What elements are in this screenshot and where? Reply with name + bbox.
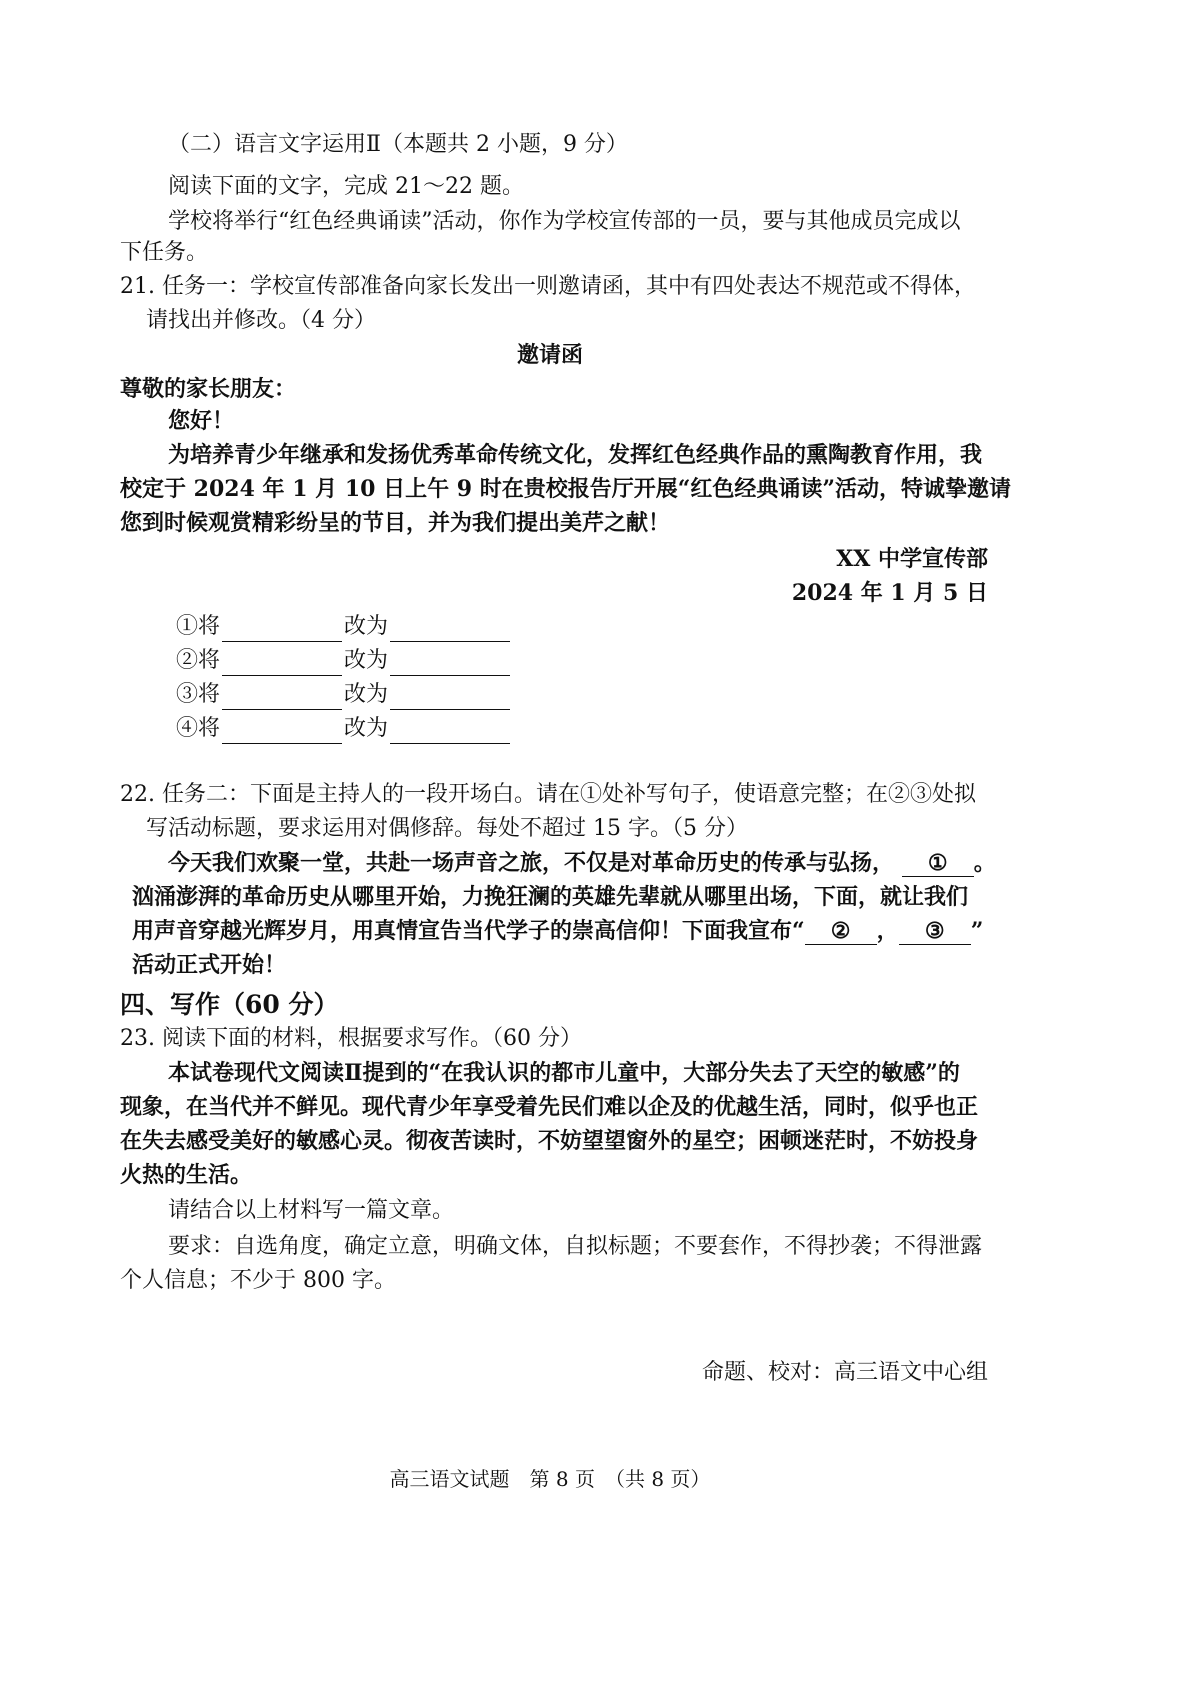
context-line-1: 学校将举行“红色经典诵读”活动，你作为学校宣传部的一员，要与其他成员完成以 [168, 209, 961, 234]
speech-blank-3[interactable]: ③ [899, 918, 971, 945]
speech-text: 用声音穿越光辉岁月，用真情宣告当代学子的崇高信仰！下面我宣布“ [132, 918, 805, 944]
answer-label: ③将 [176, 682, 221, 707]
writing-instruction: 请结合以上材料写一篇文章。 [168, 1198, 455, 1223]
q22-stem-line-2: 写活动标题，要求运用对偶修辞。每处不超过 15 字。（5 分） [146, 816, 748, 841]
answer-change-label: 改为 [344, 682, 389, 707]
answer-blank-revised[interactable] [390, 617, 510, 642]
context-line-2: 下任务。 [120, 240, 209, 265]
letter-date: 2024 年 1 月 5 日 [791, 580, 988, 606]
q22-stem-line-1: 22. 任务二：下面是主持人的一段开场白。请在①处补写句子，使语意完整；在②③处拟 [120, 782, 976, 807]
q23-stem: 23. 阅读下面的材料，根据要求写作。（60 分） [120, 1026, 582, 1051]
letter-body-line-3: 您到时候观赏精彩纷呈的节目，并为我们提出美芹之献！ [120, 510, 671, 536]
answer-change-label: 改为 [344, 648, 389, 673]
answer-row [176, 680, 512, 710]
q21-stem-line-1: 21. 任务一：学校宣传部准备向家长发出一则邀请函，其中有四处表达不规范或不得体， [120, 274, 976, 299]
section-intro: 阅读下面的文字，完成 21～22 题。 [168, 174, 524, 199]
answer-change-label: 改为 [344, 716, 389, 741]
answer-blank-revised[interactable] [390, 719, 510, 744]
answer-blank-original[interactable] [222, 617, 342, 642]
credit-line: 命题、校对：高三语文中心组 [701, 1360, 988, 1385]
answer-blank-original[interactable] [222, 719, 342, 744]
speech-blank-2[interactable]: ② [805, 918, 877, 945]
q21-stem-line-2: 请找出并修改。（4 分） [146, 308, 376, 333]
page-footer: 高三语文试题 第 8 页 （共 8 页） [389, 1467, 711, 1491]
section-heading: （二）语言文字运用Ⅱ（本题共 2 小题，9 分） [168, 132, 628, 157]
answer-label: ②将 [176, 648, 221, 673]
requirements-line-1: 要求：自选角度，确定立意，明确文体，自拟标题；不要套作，不得抄袭；不得泄露 [168, 1234, 983, 1259]
material-line-2: 现象，在当代并不鲜见。现代青少年享受着先民们难以企及的优越生活，同时，似乎也正 [120, 1094, 979, 1120]
answer-row [176, 714, 512, 744]
answer-row [176, 612, 512, 642]
answer-change-label: 改为 [344, 614, 389, 639]
letter-body-line-2: 校定于 2024 年 1 月 10 日上午 9 时在贵校报告厅开展“红色经典诵读”活动，特诚挚邀请 [120, 476, 1012, 502]
speech-comma: ， [876, 918, 899, 944]
answer-row [176, 646, 512, 676]
speech-period: 。 [973, 850, 996, 876]
material-line-3: 在失去感受美好的敏感心灵。彻夜苦读时，不妨望望窗外的星空；困顿迷茫时，不妨投身 [120, 1128, 979, 1154]
answer-blank-original[interactable] [222, 651, 342, 676]
speech-blank-1[interactable]: ① [902, 850, 974, 877]
speech-line-1 [168, 848, 996, 878]
letter-salutation: 尊敬的家长朋友： [120, 376, 297, 402]
speech-line-2: 汹涌澎湃的革命历史从哪里开始，力挽狂澜的英雄先辈就从哪里出场，下面，就让我们 [132, 884, 969, 910]
part4-title: 四、写作（60 分） [120, 990, 339, 1019]
answer-blank-revised[interactable] [390, 685, 510, 710]
answer-blank-original[interactable] [222, 685, 342, 710]
requirements-line-2: 个人信息；不少于 800 字。 [120, 1268, 396, 1293]
letter-signature: XX 中学宣传部 [836, 546, 988, 572]
letter-body-line-1: 为培养青少年继承和发扬优秀革命传统文化，发挥红色经典作品的熏陶教育作用，我 [168, 442, 983, 468]
answer-label: ④将 [176, 716, 221, 741]
material-line-4: 火热的生活。 [120, 1162, 253, 1188]
letter-title: 邀请函 [516, 342, 583, 368]
letter-greeting: 您好！ [168, 408, 235, 434]
speech-line-4: 活动正式开始！ [132, 952, 287, 978]
speech-quote-close: ” [970, 918, 984, 944]
speech-line-3 [132, 916, 983, 946]
speech-text: 今天我们欢聚一堂，共赴一场声音之旅，不仅是对革命历史的传承与弘扬， [168, 850, 895, 876]
answer-label: ①将 [176, 614, 221, 639]
answer-blank-revised[interactable] [390, 651, 510, 676]
material-line-1: 本试卷现代文阅读Ⅱ提到的“在我认识的都市儿童中，大部分失去了天空的敏感”的 [168, 1060, 960, 1086]
